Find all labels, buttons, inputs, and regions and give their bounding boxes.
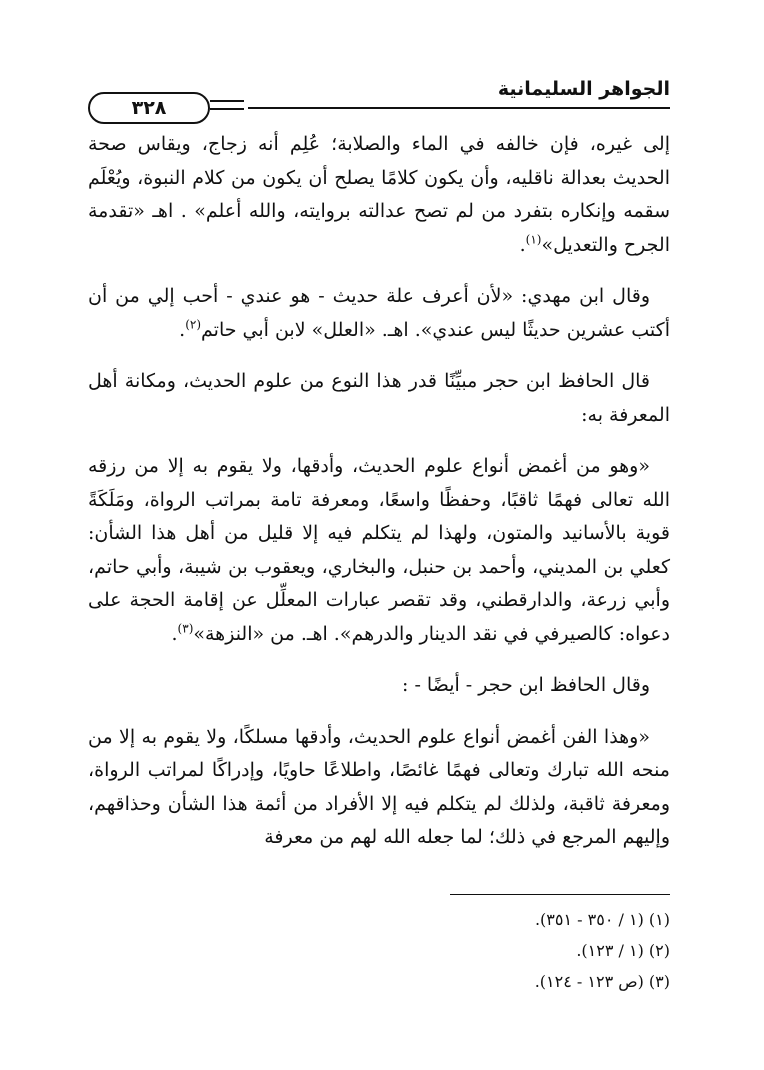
paragraph: وقال ابن مهدي: «لأن أعرف علة حديث - هو عندي - أحب إلي من أن أكتب عشرين حديثًا ليس عندي». اهـ. «العلل» لابن أبي حاتم$^{(٢)}$.: [88, 285, 670, 341]
quote-paragraph: «وهو من أغمض أنواع علوم الحديث، وأدقها، ولا يقوم به إلا من رزقه الله تعالى فهمًا ثاقبًا، وحفظًا واسعًا، ومعرفة تامة بمراتب الرواة، ومَلَكَةً قوية بالأسانيد والمتون، ولهذا لم يتكلم فيه إلا قليل من أهل هذا الشأن: كعلي بن المديني، وأحمد بن حنبل، والبخاري، ويعقوب بن شيبة، وأبي حاتم، وأبي زرعة، والدارقطني، وقد تقصر عبارات المعلِّل عن إقامة الحجة على دعواه: كالصيرفي في نقد الدينار والدرهم». اهـ. من «النزهة»$^{(٣)}$.: [88, 455, 670, 645]
footnote-marker: (١): [525, 232, 542, 247]
paragraph: وقال الحافظ ابن حجر - أيضًا - :: [402, 674, 650, 696]
page-number-ornament: [210, 100, 244, 116]
footnotes: [88, 904, 670, 997]
running-title: الجواهر السليمانية: [497, 78, 670, 100]
page-header: [88, 76, 670, 119]
page-number-block: [88, 90, 248, 126]
footnote: (١) (١ / ٣٥٠ - ٣٥١).: [534, 910, 670, 929]
paragraph: قال الحافظ ابن حجر مبيِّنًا قدر هذا النوع من علوم الحديث، ومكانة أهل المعرفة به:: [88, 370, 670, 426]
footnote: (٢) (١ / ١٢٣).: [576, 941, 670, 960]
footnote-separator: [450, 894, 670, 895]
footnote-marker: (٢): [185, 317, 202, 332]
footnote-marker: (٣): [177, 621, 194, 636]
page-body: [88, 128, 670, 873]
quote-paragraph: «وهذا الفن أغمض أنواع علوم الحديث، وأدقها مسلكًا، ولا يقوم به إلا من منحه الله تبارك وتعالى فهمًا غائصًا، واطلاعًا حاويًا، وإدراكًا لمراتب الرواة، ومعرفة ثاقبة، ولذلك لم يتكلم فيه إلا الأفراد من أئمة هذا الشأن وحذاقهم، وإليهم المرجع في ذلك؛ لما جعله الله لهم من معرفة: [88, 725, 670, 848]
page-number: ٣٢٨: [88, 92, 210, 124]
paragraph: إلى غيره، فإن خالفه في الماء والصلابة؛ عُلِم أنه زجاج، ويقاس صحة الحديث بعدالة ناقليه، وأن يكون كلامًا يصلح أن يكون من كلام النبوة، ويُعْلَم سقمه وإنكاره بتفرد من لم تصح عدالته بروايته، والله أعلم» . اهـ «تقدمة الجرح والتعديل»$^{(١)}$.: [88, 133, 670, 256]
footnote: (٣) (ص ١٢٣ - ١٢٤).: [534, 972, 670, 991]
